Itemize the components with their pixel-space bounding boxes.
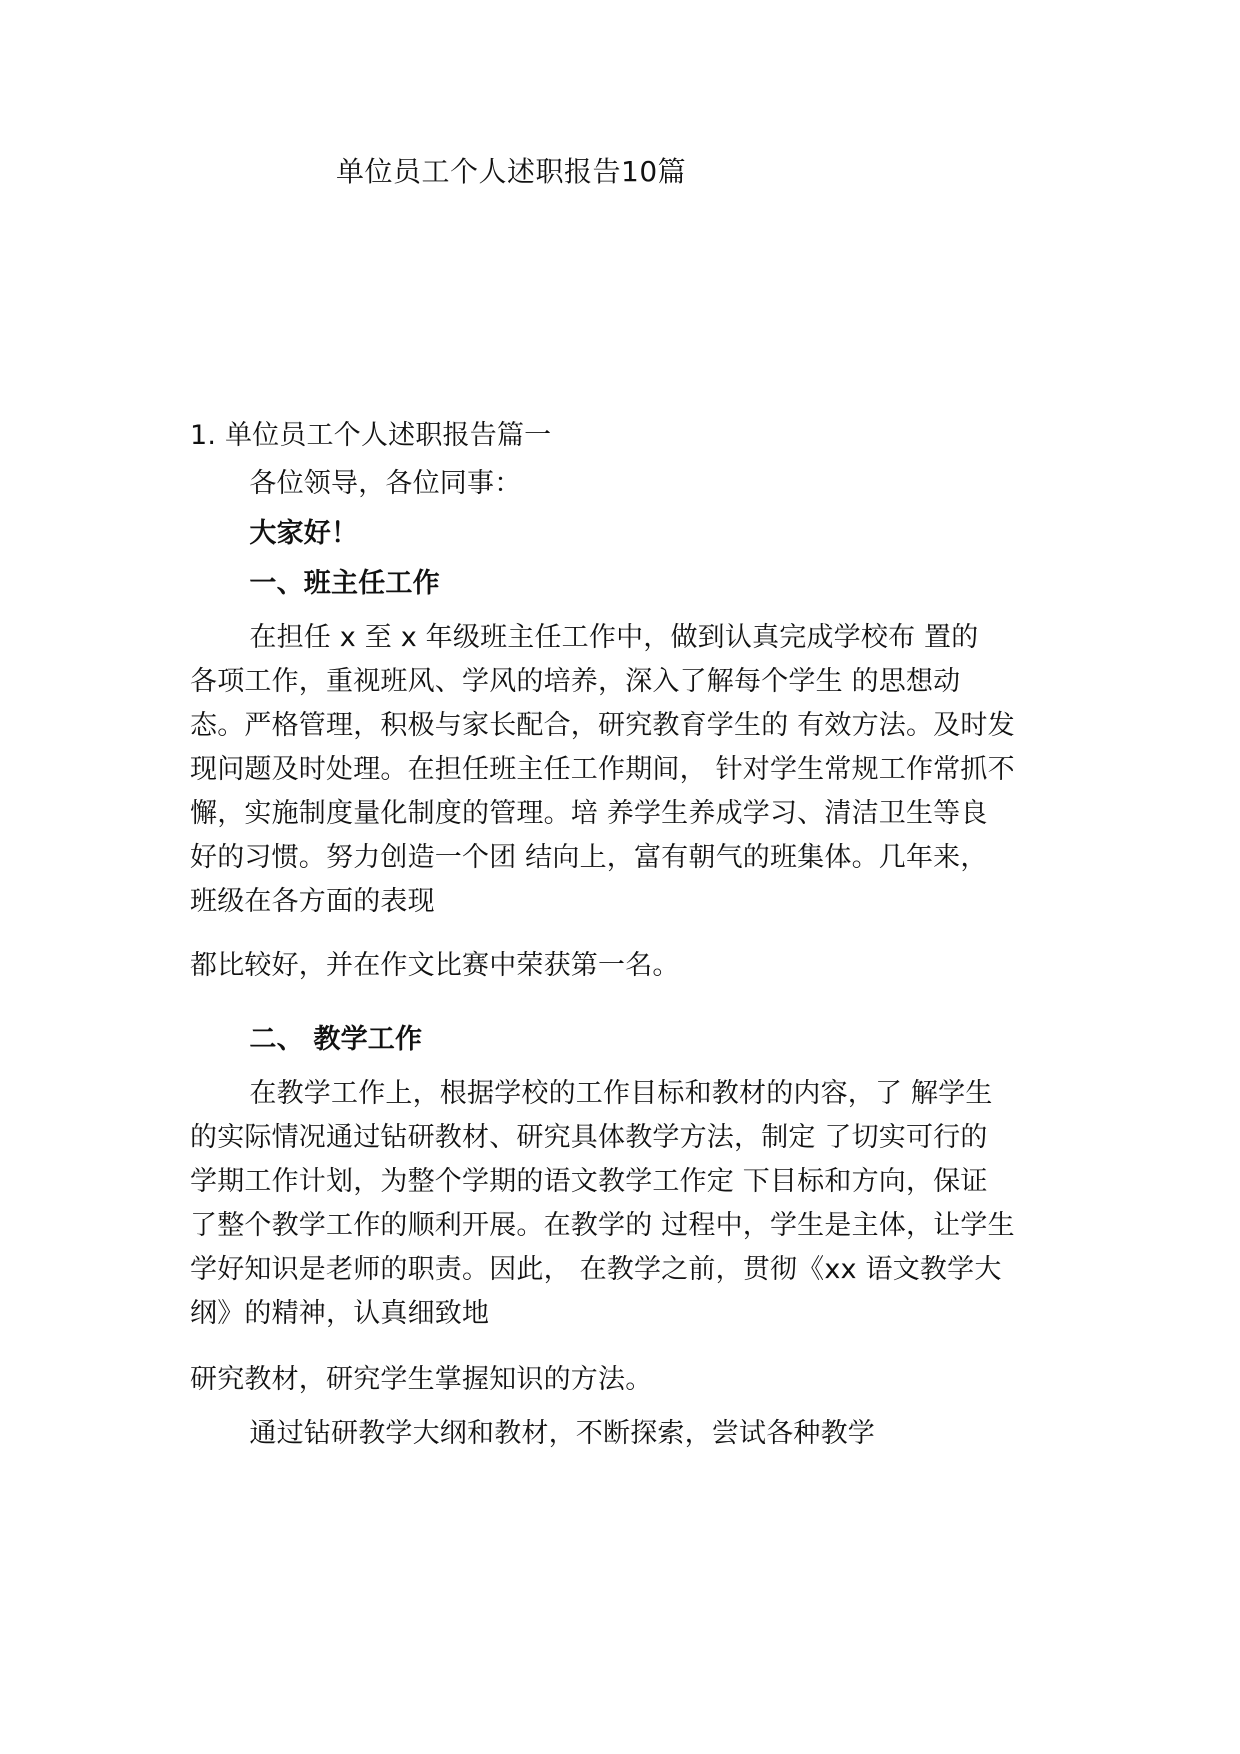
- paragraph-line: 现问题及时处理。在担任班主任工作期间， 针对学生常规工作常抓不: [190, 754, 1015, 785]
- paragraph-line: 在担任 x 至 x 年级班主任工作中，做到认真完成学校布 置的: [249, 622, 979, 653]
- part-one-heading: 一、班主任工作: [249, 568, 440, 599]
- document-title: 单位员工个人述职报告10篇: [336, 155, 687, 188]
- paragraph-line: 学期工作计划，为整个学期的语文教学工作定 下目标和方向，保证: [190, 1166, 988, 1197]
- paragraph-line: 懈，实施制度量化制度的管理。培 养学生养成学习、清洁卫生等良: [190, 798, 988, 829]
- greeting: 大家好！: [249, 518, 359, 549]
- salutation: 各位领导，各位同事：: [249, 468, 522, 499]
- part-two-continuation: 研究教材，研究学生掌握知识的方法。: [190, 1364, 653, 1395]
- part-one-continuation: 都比较好，并在作文比赛中荣获第一名。: [190, 950, 680, 981]
- section-heading: [190, 414, 1060, 458]
- part-two-heading: 二、 教学工作: [249, 1024, 423, 1055]
- section-heading-text: 1. 单位员工个人述职报告篇一: [190, 420, 552, 451]
- paragraph-line: 在教学工作上，根据学校的工作目标和教材的内容，了 解学生: [249, 1078, 993, 1109]
- paragraph-line: 了整个教学工作的顺利开展。在教学的 过程中，学生是主体，让学生: [190, 1210, 1015, 1241]
- next-paragraph: 通过钻研教学大纲和教材，不断探索，尝试各种教学: [249, 1418, 875, 1449]
- paragraph-line: 态。严格管理，积极与家长配合，研究教育学生的 有效方法。及时发: [190, 710, 1015, 741]
- paragraph-line: 纲》的精神，认真细致地: [190, 1298, 490, 1329]
- paragraph-line: 学好知识是老师的职责。因此， 在教学之前，贯彻《xx 语文教学大: [190, 1254, 1002, 1285]
- paragraph-line: 的实际情况通过钻研教材、研究具体教学方法，制定 了切实可行的: [190, 1122, 988, 1153]
- part-two-paragraph: [190, 1072, 1060, 1336]
- paragraph-line: 好的习惯。努力创造一个团 结向上，富有朝气的班集体。几年来，: [190, 842, 988, 873]
- paragraph-line: 各项工作，重视班风、学风的培养，深入了解每个学生 的思想动: [190, 666, 961, 697]
- part-one-paragraph: [190, 616, 1060, 924]
- paragraph-line: 班级在各方面的表现: [190, 886, 435, 917]
